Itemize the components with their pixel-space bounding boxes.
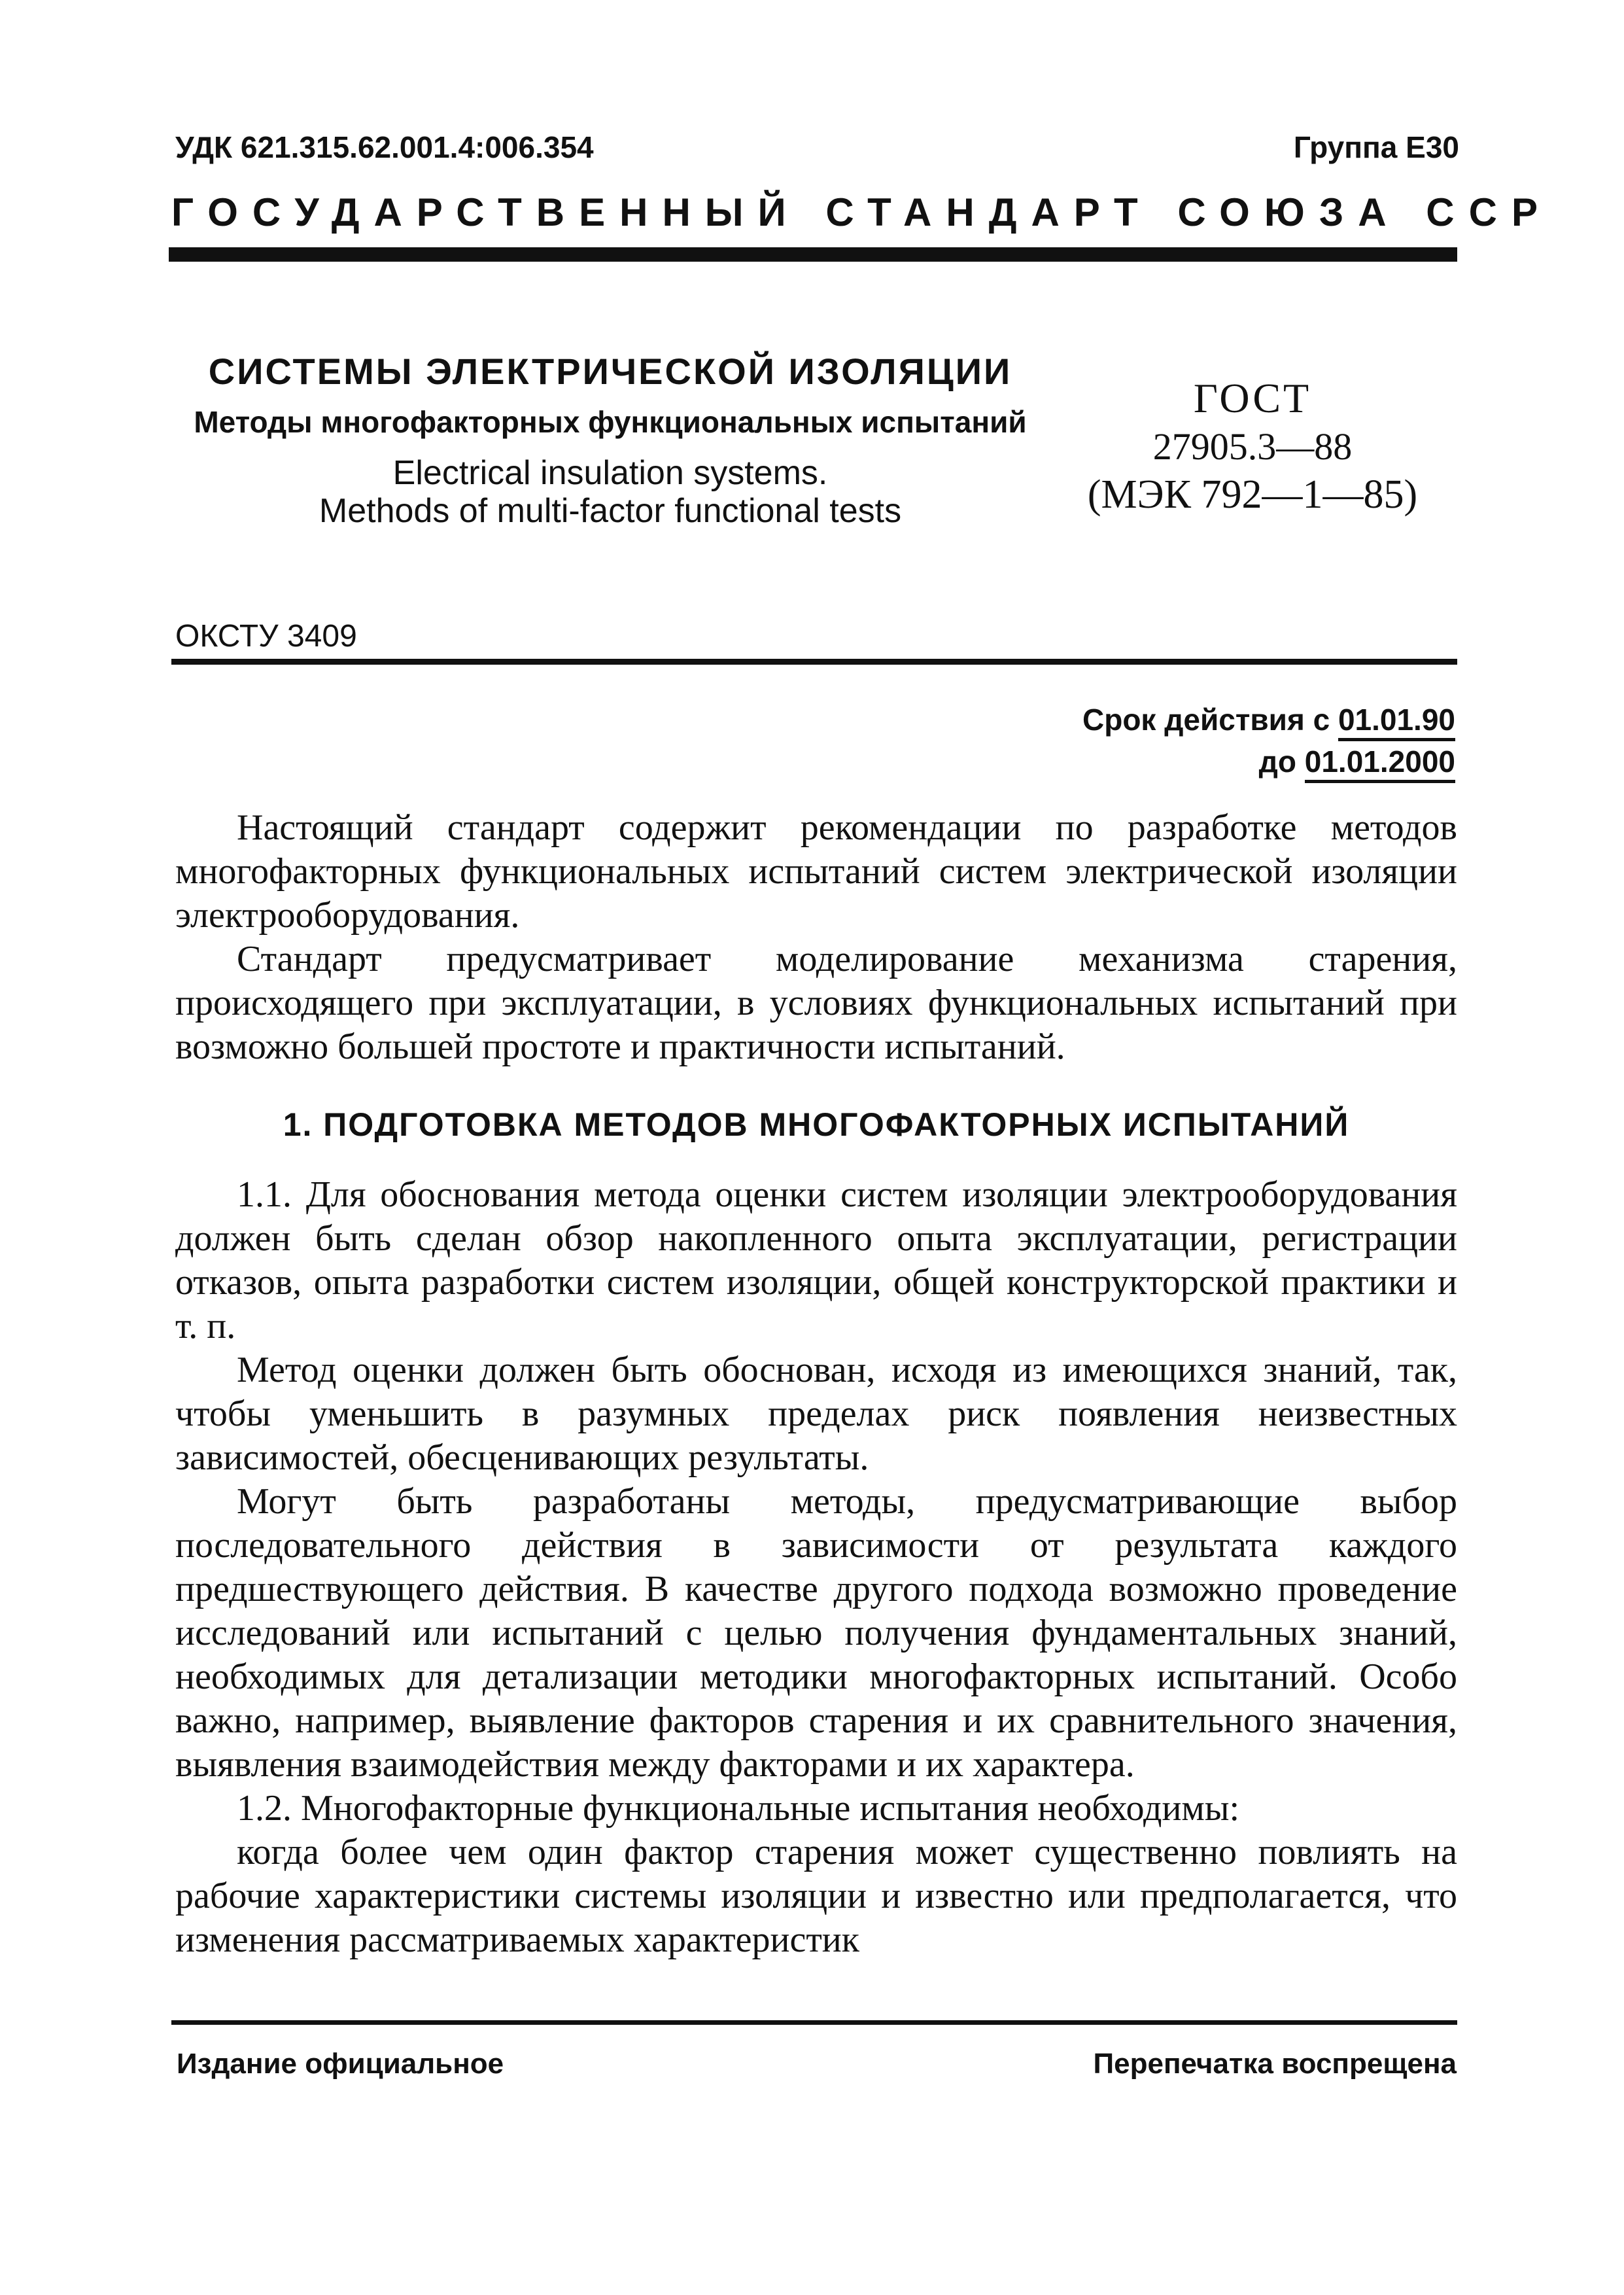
title-en-line2: Methods of multi-factor functional tests	[319, 492, 902, 531]
footer-edition: Издание официальное	[177, 2048, 504, 2080]
gost-designation	[1046, 373, 1459, 519]
validity-to-date: 01.01.2000	[1305, 745, 1455, 783]
validity-from-label: Срок действия с	[1082, 703, 1330, 737]
validity-period	[1082, 699, 1455, 783]
title-en-line1: Electrical insulation systems.	[392, 454, 828, 492]
udk-code: УДК 621.315.62.001.4:006.354	[175, 130, 594, 164]
state-standard-banner: ГОСУДАРСТВЕННЫЙ СТАНДАРТ СОЮЗА ССР	[171, 190, 1552, 234]
clause-1-2-item-1: когда более чем один фактор старения может существенно повлиять на рабочие характеристики системы изоляции и известно или предполагается, что изменения рассматриваемых характеристик	[175, 1832, 1457, 1960]
okstu-code: ОКСТУ 3409	[175, 619, 357, 654]
subtitle-ru: Методы многофакторных функциональных испытаний	[194, 405, 1027, 439]
clause-1-1-paragraph-2: Метод оценки должен быть обоснован, исходя из имеющихся знаний, так, чтобы уменьшить в разумных пределах риск появления неизвестных зависимостей, обесценивающих результаты.	[175, 1350, 1457, 1478]
title-block	[175, 350, 1045, 530]
group-code: Группа Е30	[1293, 130, 1459, 164]
gost-iec-equivalent: (МЭК 792—1—85)	[1087, 472, 1418, 517]
validity-to-label: до	[1258, 745, 1296, 779]
footer-reprint-notice: Перепечатка воспрещена	[1093, 2048, 1457, 2080]
validity-from-date: 01.01.90	[1338, 703, 1455, 741]
clause-1-2: 1.2. Многофакторные функциональные испытания необходимы:	[237, 1788, 1240, 1829]
title-ru: СИСТЕМЫ ЭЛЕКТРИЧЕСКОЙ ИЗОЛЯЦИИ	[208, 351, 1012, 392]
okstu-divider	[171, 659, 1457, 665]
validity-to	[1082, 741, 1455, 782]
clause-1-1: 1.1. Для обоснования метода оценки систем изоляции электрооборудования должен быть сделан обзор накопленного опыта эксплуатации, регистрации отказов, опыта разработки систем изоляции, общей конструкторской практики и т. п.	[175, 1174, 1457, 1346]
footer-divider	[171, 2020, 1457, 2025]
clause-1-1-paragraph-3: Могут быть разработаны методы, предусматривающие выбор последовательного действия в зависимости от результата каждого предшествующего действия. В качестве другого подхода возможно проведение исследований или испытаний с целью получения фундаментальных знаний, необходимых для детализации методики многофакторных испытаний. Особо важно, например, выявление факторов старения и их сравнительного значения, выявления взаимодействия между факторами и их характера.	[175, 1481, 1457, 1785]
title-en	[175, 454, 1045, 530]
intro-paragraph-1: Настоящий стандарт содержит рекомендации по разработке методов многофакторных функциональных испытаний систем электрической изоляции электрооборудования.	[175, 807, 1457, 936]
gost-label: ГОСТ	[1193, 375, 1312, 421]
gost-number: 27905.3—88	[1152, 425, 1353, 468]
header-divider	[169, 247, 1457, 262]
validity-from	[1082, 699, 1455, 741]
section-1-heading: 1. ПОДГОТОВКА МЕТОДОВ МНОГОФАКТОРНЫХ ИСПЫТАНИЙ	[283, 1106, 1350, 1143]
document-body	[175, 806, 1457, 1962]
intro-paragraph-2: Стандарт предусматривает моделирование механизма старения, происходящего при эксплуатации, в условиях функциональных испытаний при возможно большей простоте и практичности испытаний.	[175, 939, 1457, 1067]
